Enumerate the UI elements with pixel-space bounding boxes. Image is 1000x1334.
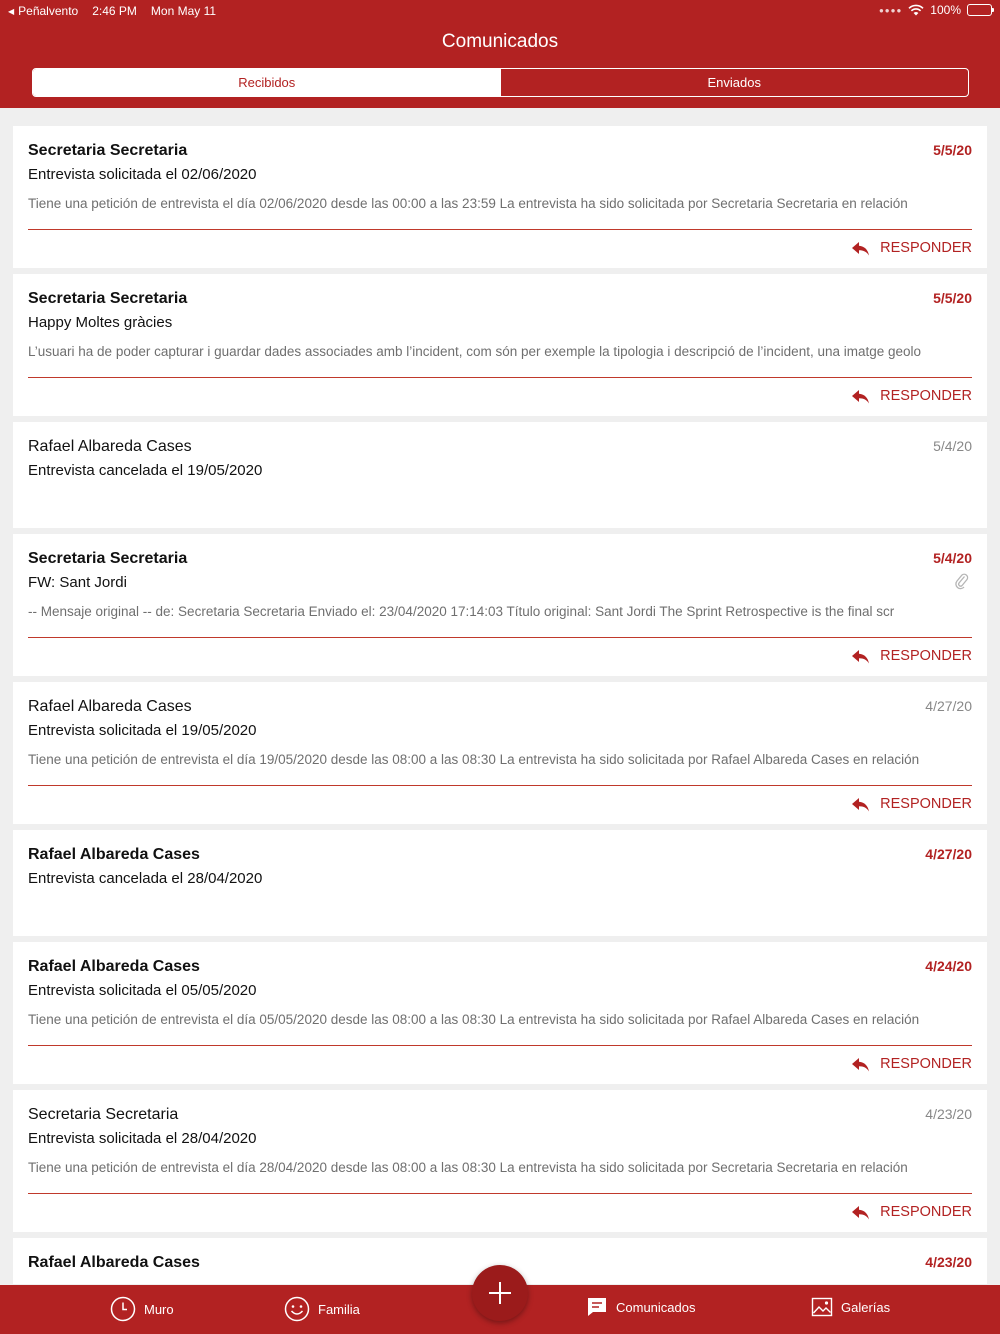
message-sender: Rafael Albareda Cases — [28, 846, 200, 863]
message-divider — [28, 637, 972, 638]
tab-galleries-label: Galerías — [841, 1299, 891, 1315]
status-date: Mon May 11 — [150, 4, 217, 18]
battery-icon — [967, 4, 992, 16]
message-card[interactable] — [13, 126, 987, 268]
message-sender: Rafael Albareda Cases — [28, 438, 192, 455]
tab-galleries[interactable] — [811, 1296, 890, 1318]
message-date: 4/27/20 — [925, 698, 972, 714]
reply-icon — [851, 1057, 870, 1072]
clock-icon — [110, 1296, 136, 1322]
signal-icon: ●●●● — [878, 5, 903, 15]
reply-label: RESPONDER — [880, 388, 972, 404]
wifi-icon — [908, 4, 924, 16]
reply-icon — [851, 797, 870, 812]
message-divider — [28, 785, 972, 786]
message-subject: Happy Moltes gràcies — [28, 314, 173, 331]
image-icon — [811, 1296, 833, 1318]
reply-label: RESPONDER — [880, 1056, 972, 1072]
message-preview: Tiene una petición de entrevista el día 05/05/2020 desde las 08:00 a las 08:30 La entrevista ha sido solicitada por Rafael Albareda Cases en relación — [28, 1012, 920, 1027]
reply-icon — [851, 241, 870, 256]
tab-sent[interactable]: Enviados — [707, 75, 761, 90]
message-card[interactable] — [13, 830, 987, 936]
message-sender: Rafael Albareda Cases — [28, 1254, 200, 1271]
message-subject: Entrevista solicitada el 02/06/2020 — [28, 166, 257, 183]
message-card[interactable] — [13, 1090, 987, 1232]
message-preview: Tiene una petición de entrevista el día 28/04/2020 desde las 08:00 a las 08:30 La entrevista ha sido solicitada por Secretaria Secretaria en relación — [28, 1160, 908, 1175]
message-sender: Secretaria Secretaria — [28, 290, 188, 307]
message-preview: L’usuari ha de poder capturar i guardar dades associades amb l’incident, com són per exemple la tipologia i descripció de l’incident, una imatge geolo — [28, 344, 922, 359]
reply-label: RESPONDER — [880, 648, 972, 664]
message-sender: Rafael Albareda Cases — [28, 698, 192, 715]
message-subject: Entrevista cancelada el 28/04/2020 — [28, 870, 263, 887]
reply-label: RESPONDER — [880, 240, 972, 256]
message-sender: Secretaria Secretaria — [28, 142, 188, 159]
message-subject: FW: Sant Jordi — [28, 574, 127, 591]
message-subject: Entrevista solicitada el 05/05/2020 — [28, 982, 257, 999]
message-divider — [28, 229, 972, 230]
tab-received[interactable]: Recibidos — [33, 69, 501, 96]
reply-button[interactable] — [851, 1056, 972, 1072]
tab-wall[interactable] — [110, 1296, 174, 1322]
message-date: 4/27/20 — [925, 846, 972, 862]
message-card[interactable] — [13, 274, 987, 416]
message-date: 5/5/20 — [933, 142, 972, 158]
message-card[interactable] — [13, 682, 987, 824]
reply-button[interactable] — [851, 796, 972, 812]
message-preview: -- Mensaje original -- de: Secretaria Secretaria Enviado el: 23/04/2020 17:14:03 Título original: Sant Jordi The Sprint Retrospective is the final scr — [28, 604, 895, 619]
message-preview: Tiene una petición de entrevista el día 19/05/2020 desde las 08:00 a las 08:30 La entrevista ha sido solicitada por Rafael Albareda Cases en relación — [28, 752, 920, 767]
tab-messages-label: Comunicados — [616, 1299, 696, 1315]
message-subject: Entrevista solicitada el 19/05/2020 — [28, 722, 257, 739]
reply-icon — [851, 389, 870, 404]
reply-button[interactable] — [851, 240, 972, 256]
message-subject: Entrevista solicitada el 28/04/2020 — [28, 1130, 257, 1147]
message-list[interactable] — [13, 126, 987, 1284]
message-card[interactable] — [13, 422, 987, 528]
message-sender: Secretaria Secretaria — [28, 1106, 179, 1123]
new-message-button[interactable] — [472, 1265, 528, 1321]
smiley-icon — [284, 1296, 310, 1322]
reply-label: RESPONDER — [880, 1204, 972, 1220]
plus-icon — [487, 1280, 513, 1306]
back-to-app-link[interactable]: ◀ Peñalvento — [8, 4, 78, 18]
message-date: 4/23/20 — [925, 1106, 972, 1122]
reply-icon — [851, 1205, 870, 1220]
message-date: 5/4/20 — [933, 550, 972, 566]
message-subject: Entrevista cancelada el 19/05/2020 — [28, 462, 263, 479]
message-preview: Tiene una petición de entrevista el día 02/06/2020 desde las 00:00 a las 23:59 La entrevista ha sido solicitada por Secretaria Secretaria en relación — [28, 196, 908, 211]
message-card[interactable] — [13, 942, 987, 1084]
message-sender: Rafael Albareda Cases — [28, 958, 200, 975]
app-header — [0, 0, 1000, 108]
reply-button[interactable] — [851, 388, 972, 404]
message-divider — [28, 1193, 972, 1194]
battery-percent: 100% — [930, 3, 961, 17]
page-title: Comunicados — [441, 31, 559, 52]
message-date: 5/4/20 — [933, 438, 972, 454]
status-time: 2:46 PM — [92, 4, 137, 18]
message-sender: Secretaria Secretaria — [28, 550, 188, 567]
message-date: 5/5/20 — [933, 290, 972, 306]
chat-bubble-icon — [586, 1296, 608, 1318]
message-filter-tabs — [32, 68, 969, 97]
tab-family-label: Familia — [318, 1301, 360, 1317]
tab-family[interactable] — [284, 1296, 360, 1322]
message-card[interactable] — [13, 534, 987, 676]
paperclip-icon — [955, 572, 969, 595]
reply-icon — [851, 649, 870, 664]
reply-label: RESPONDER — [880, 796, 972, 812]
reply-button[interactable] — [851, 1204, 972, 1220]
tab-wall-label: Muro — [144, 1301, 174, 1317]
message-divider — [28, 377, 972, 378]
message-divider — [28, 1045, 972, 1046]
status-bar — [0, 0, 1000, 22]
reply-button[interactable] — [851, 648, 972, 664]
tab-messages[interactable] — [586, 1296, 696, 1318]
message-date: 4/23/20 — [925, 1254, 972, 1270]
message-date: 4/24/20 — [925, 958, 972, 974]
